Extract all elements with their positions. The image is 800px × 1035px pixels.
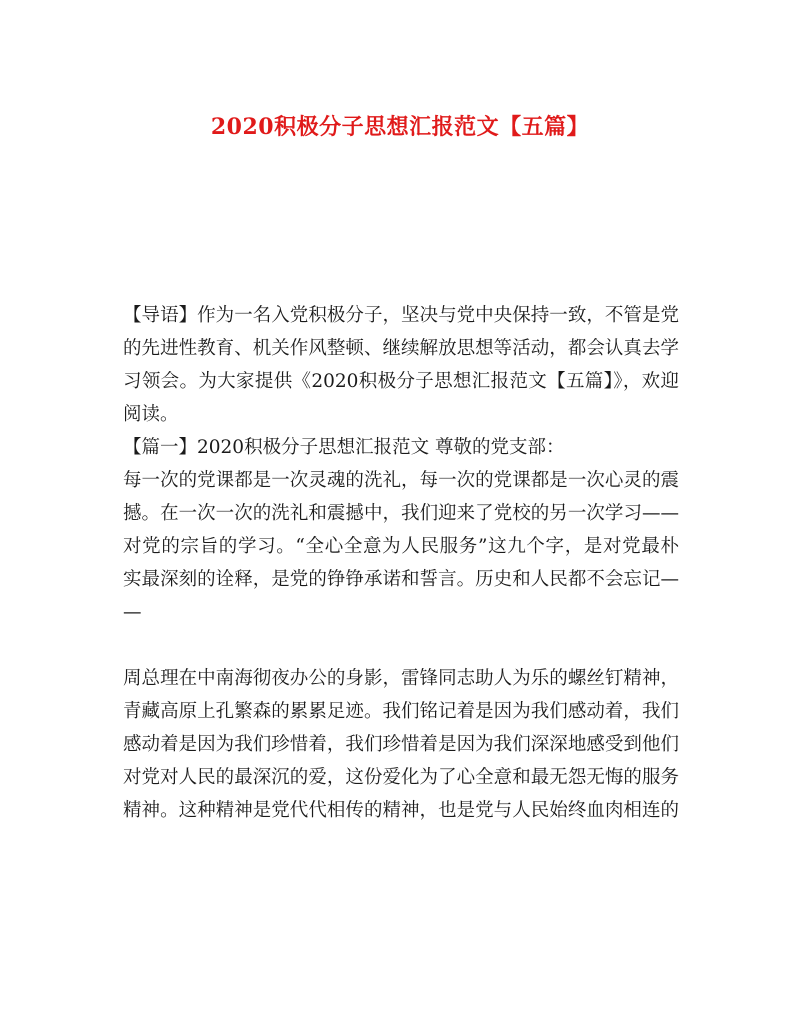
paragraph-line: 精神。这种精神是党代代相传的精神，也是党与人民始终血肉相连的 <box>123 800 679 821</box>
paragraph-line: 对党对人民的最深沉的爱，这份爱化为了心全意和最无怨无悔的服务 <box>123 767 679 788</box>
intro-line: 【导语】作为一名入党积极分子，坚决与党中央保持一致，不管是党 <box>123 305 679 326</box>
paragraph-line: 实最深刻的诠释，是党的铮铮承诺和誓言。历史和人民都不会忘记— <box>123 569 679 590</box>
document-body <box>123 299 679 827</box>
paragraph-line: 每一次的党课都是一次灵魂的洗礼，每一次的党课都是一次心灵的震 <box>123 470 679 491</box>
paragraph-gap <box>123 629 679 662</box>
intro-line: 习领会。为大家提供《2020积极分子思想汇报范文【五篇】》，欢迎 <box>123 371 679 392</box>
paragraph-line: 感动着是因为我们珍惜着，我们珍惜着是因为我们深深地感受到他们 <box>123 734 679 755</box>
intro-line: 阅读。 <box>123 404 179 425</box>
paragraph-line: 周总理在中南海彻夜办公的身影，雷锋同志助人为乐的螺丝钉精神， <box>123 668 679 689</box>
intro-line: 的先进性教育、机关作风整顿、继续解放思想等活动，都会认真去学 <box>123 338 679 359</box>
paragraph-line: 撼。在一次一次的洗礼和震撼中，我们迎来了党校的另一次学习—— <box>123 503 679 524</box>
paragraph-line: 青藏高原上孔繁森的累累足迹。我们铭记着是因为我们感动着，我们 <box>123 701 679 722</box>
document-title: 2020积极分子思想汇报范文【五篇】 <box>210 114 590 140</box>
paragraph-line: 对党的宗旨的学习。“全心全意为人民服务”这九个字，是对党最朴 <box>123 536 679 557</box>
section-heading: 【篇一】2020积极分子思想汇报范文 尊敬的党支部： <box>123 437 565 458</box>
paragraph-line: — <box>123 602 142 623</box>
